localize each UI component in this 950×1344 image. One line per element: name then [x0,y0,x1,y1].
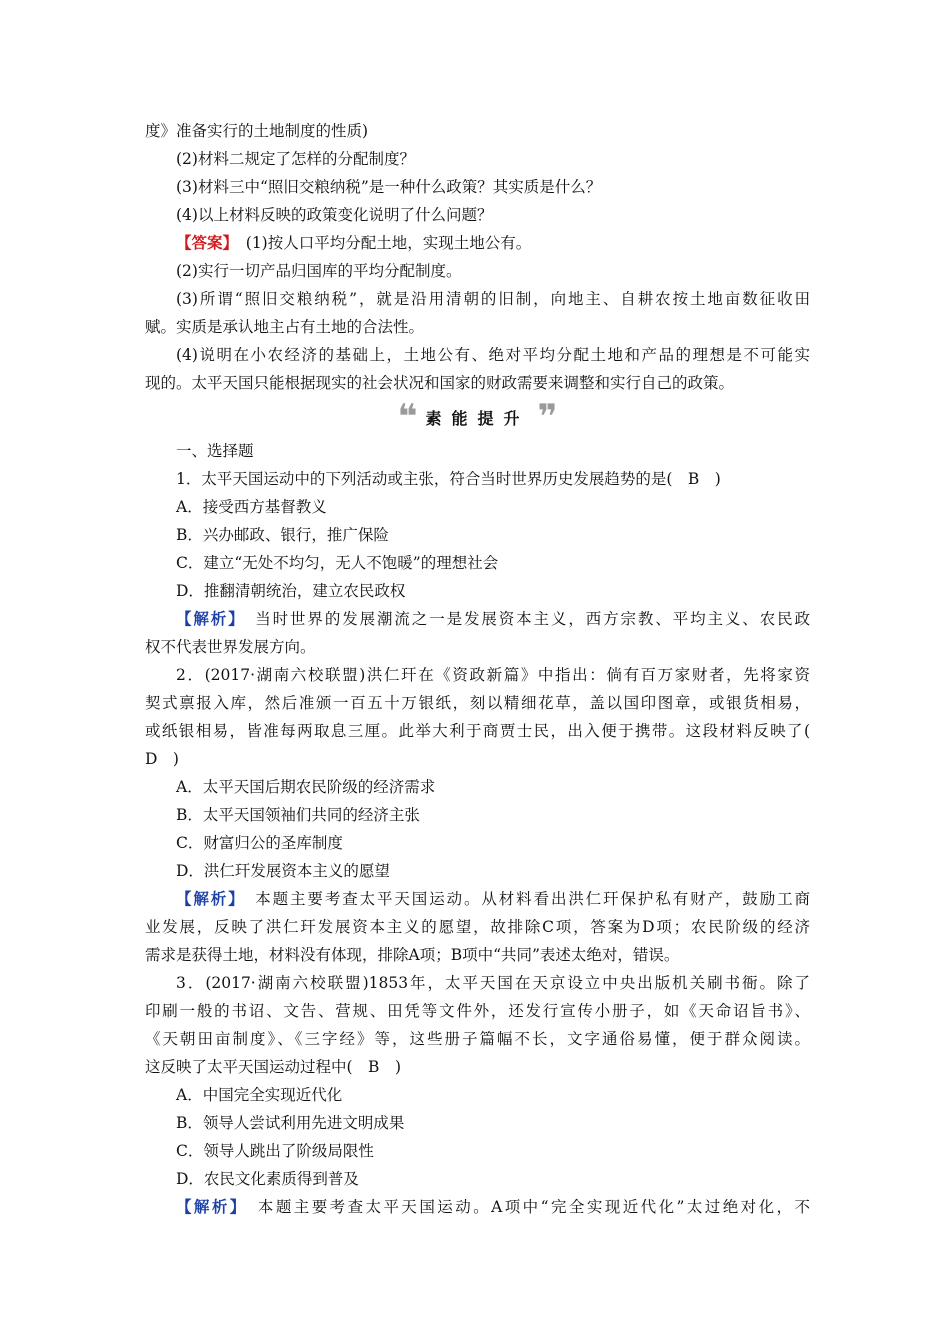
explanation-tag: 【解析】 [176,609,238,628]
answer-line: (3)所谓“照旧交粮纳税”，就是沿用清朝的旧制，向地主、自耕农按土地亩数征收田 [176,290,810,308]
option-a: A．中国完全实现近代化 [176,1086,343,1104]
question-item: (4)以上材料反映的政策变化说明了什么问题？ [176,206,493,224]
explanation-line [145,885,810,913]
option-d: D．农民文化素质得到普及 [176,1170,359,1188]
option-d: D．洪仁玕发展资本主义的愿望 [176,862,390,880]
explanation-text: 本题主要考查太平天国运动。从材料看出洪仁玕保护私有财产，鼓励工商 [237,890,810,908]
answer-line: (4)说明在小农经济的基础上，土地公有、绝对平均分配土地和产品的理想是不可能实 [176,346,810,364]
answer-line [145,229,810,257]
option-b: B．领导人尝试利用先进文明成果 [176,1114,405,1132]
question-stem: D ) [145,750,179,768]
close-quote-icon: ❞ [537,397,558,437]
explanation-line: 业发展，反映了洪仁玕发展资本主义的愿望，故排除C项，答案为D项；农民阶级的经济 [145,918,810,936]
explanation-text: 本题主要考查太平天国运动。A项中“完全实现近代化”太过绝对化，不 [240,1198,810,1216]
answer-line: 现的。太平天国只能根据现实的社会状况和国家的财政需要来调整和实行自己的政策。 [145,374,735,392]
option-c: C．建立“无处不均匀，无人不饱暖”的理想社会 [176,554,499,572]
option-c: C．财富归公的圣库制度 [176,834,343,852]
answer-line: (2)实行一切产品归国库的平均分配制度。 [176,262,462,280]
section-banner [145,397,810,437]
explanation-line: 权不代表世界发展方向。 [145,638,316,656]
question-stem: 印刷一般的书诏、文告、营规、田凭等文件外，还发行宣传小册子，如《天命诏旨书》、 [145,1002,810,1020]
explanation-line [145,605,810,633]
explanation-line [145,1193,810,1221]
question-stem: 契式禀报入库，然后准颁一百五十万银纸，刻以精细花草，盖以国印图章，或银货相易， [145,694,810,712]
option-b: B．太平天国领袖们共同的经济主张 [176,806,420,824]
question-stem: 3．(2017·湖南六校联盟)1853年，太平天国在天京设立中央出版机关刷书衙。除了 [176,974,810,992]
explanation-text: 当时世界的发展潮流之一是发展资本主义，西方宗教、平均主义、农民政 [237,610,810,628]
question-stem: 这反映了太平天国运动过程中( B ) [145,1058,401,1076]
answer-text: (1)按人口平均分配土地，实现土地公有。 [230,234,532,252]
question-stem: 或纸银相易，皆准每两取息三厘。此举大利于商贾士民，出入便于携带。这段材料反映了( [145,722,810,740]
question-item: (2)材料二规定了怎样的分配制度？ [176,150,415,168]
section-heading: 一、选择题 [176,442,254,460]
question-item: (3)材料三中“照旧交粮纳税”是一种什么政策？其实质是什么？ [176,178,602,196]
question-stem: 《天朝田亩制度》、《三字经》等，这些册子篇幅不长，文字通俗易懂，便于群众阅读。 [145,1030,810,1048]
answer-tag: 【答案】 [176,233,231,252]
option-a: A．接受西方基督教义 [176,498,327,516]
banner-title: 素能提升 [425,408,530,428]
explanation-tag: 【解析】 [176,889,238,908]
option-b: B．兴办邮政、银行，推广保险 [176,526,389,544]
open-quote-icon: ❝ [397,397,418,437]
explanation-line: 需求是获得土地，材料没有体现，排除A项；B项中“共同”表述太绝对，错误。 [145,946,680,964]
option-a: A．太平天国后期农民阶级的经济需求 [176,778,436,796]
question-stem: 2．(2017·湖南六校联盟)洪仁玕在《资政新篇》中指出：倘有百万家财者，先将家资 [176,666,810,684]
document-page [145,117,810,1221]
option-c: C．领导人跳出了阶级局限性 [176,1142,374,1160]
text-line: 度》准备实行的土地制度的性质) [145,122,369,140]
question-stem: 1．太平天国运动中的下列活动或主张，符合当时世界历史发展趋势的是( B ) [176,470,721,488]
answer-line: 赋。实质是承认地主占有土地的合法性。 [145,318,425,336]
option-d: D．推翻清朝统治，建立农民政权 [176,582,406,600]
explanation-tag: 【解析】 [176,1197,240,1216]
